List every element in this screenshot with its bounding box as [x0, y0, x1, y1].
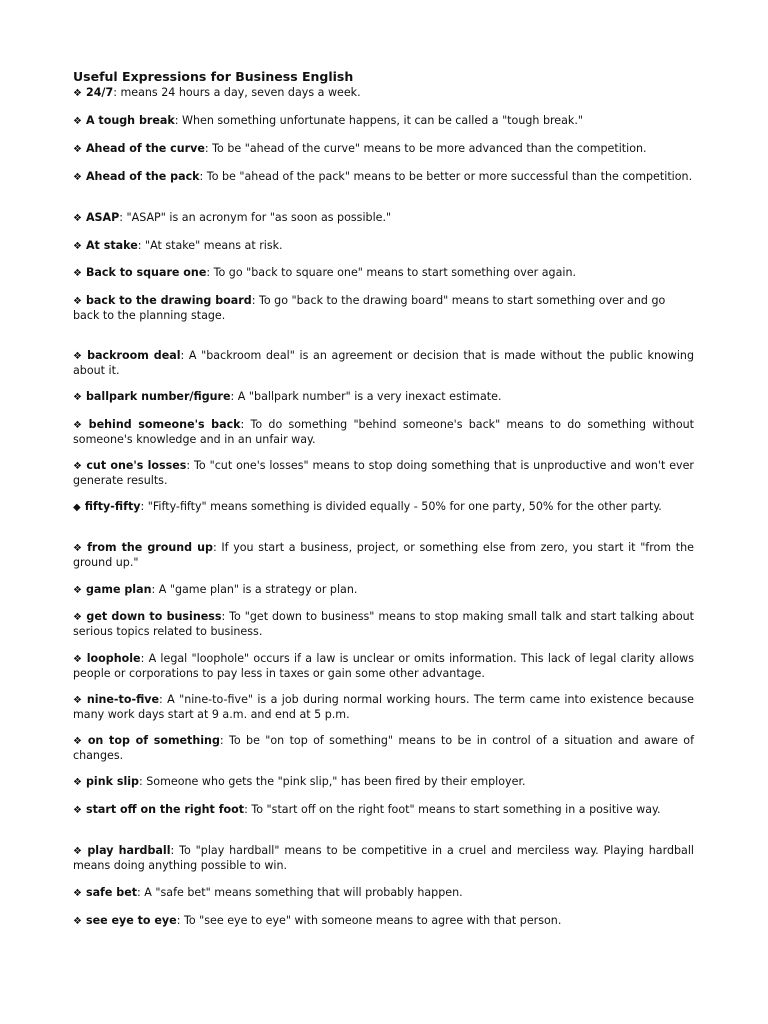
entry-definition: : A "safe bet" means something that will probably happen. — [137, 886, 463, 899]
entry-back-to-the-drawing-board — [73, 294, 694, 323]
entry-term: get down to business — [86, 610, 222, 623]
entry-term: pink slip — [85, 775, 139, 788]
entry-nine-to-five — [73, 693, 694, 722]
bullet-icon: ❖ — [73, 888, 82, 899]
bullet-icon: ❖ — [73, 268, 82, 279]
entry-backroom-deal — [73, 349, 694, 378]
entry-term: play hardball — [87, 844, 171, 857]
entry-ahead-of-the-curve — [73, 142, 694, 157]
entry-loophole — [73, 652, 694, 681]
entry-24-7 — [73, 86, 694, 101]
entry-term: Ahead of the curve — [85, 142, 205, 155]
entry-term: A tough break — [85, 114, 175, 127]
entry-definition: : To "play hardball" means to be competitive in a cruel and merciless way. Playing hardball means doing anything possible to win. — [73, 844, 695, 872]
entry-ahead-of-the-pack — [73, 170, 694, 185]
entry-behind-someones-back — [73, 418, 694, 447]
bullet-icon: ❖ — [73, 392, 82, 403]
entry-term: Back to square one — [85, 266, 207, 279]
bullet-icon: ◆ — [73, 502, 81, 513]
entry-definition: : means 24 hours a day, seven days a week. — [113, 86, 361, 99]
bullet-icon: ❖ — [73, 543, 84, 554]
entry-definition: : To be "ahead of the curve" means to be more advanced than the competition. — [204, 142, 647, 155]
bullet-icon: ❖ — [73, 351, 84, 362]
entry-definition: : "ASAP" is an acronym for "as soon as possible." — [119, 211, 392, 224]
entry-at-stake — [73, 239, 694, 254]
entry-term: Ahead of the pack — [85, 170, 200, 183]
bullet-icon: ❖ — [73, 612, 83, 623]
entry-term: safe bet — [85, 886, 138, 899]
entry-definition: : A "game plan" is a strategy or plan. — [151, 583, 358, 596]
bullet-icon: ❖ — [73, 172, 82, 183]
entry-definition: : To be "ahead of the pack" means to be better or more successful than the competition. — [199, 170, 693, 183]
entry-term: game plan — [85, 583, 152, 596]
entry-definition: : Someone who gets the "pink slip," has been fired by their employer. — [139, 775, 526, 788]
bullet-icon: ❖ — [73, 88, 82, 99]
entry-game-plan — [73, 583, 694, 598]
bullet-icon: ❖ — [73, 654, 83, 665]
entry-fifty-fifty — [73, 500, 694, 515]
bullet-icon: ❖ — [73, 213, 82, 224]
entry-definition: : To go "back to square one" means to start something over again. — [206, 266, 577, 279]
entry-term: At stake — [85, 239, 138, 252]
entry-term: nine-to-five — [86, 693, 160, 706]
bullet-icon: ❖ — [73, 777, 82, 788]
bullet-icon: ❖ — [73, 420, 85, 431]
bullet-icon: ❖ — [73, 144, 82, 155]
entry-term: start off on the right foot — [85, 803, 245, 816]
entry-definition: : "At stake" means at risk. — [137, 239, 283, 252]
bullet-icon: ❖ — [73, 846, 84, 857]
entry-definition: : A legal "loophole" occurs if a law is unclear or omits information. This lack of legal clarity allows people or corporations to pay less in taxes or gain some other advantage. — [73, 652, 694, 680]
bullet-icon: ❖ — [73, 805, 82, 816]
entry-cut-ones-losses — [73, 459, 694, 488]
entry-asap — [73, 211, 694, 226]
entry-definition: : A "backroom deal" is an agreement or decision that is made without the public knowing about it. — [73, 349, 694, 377]
entry-term: back to the drawing board — [85, 294, 252, 307]
entry-definition: : When something unfortunate happens, it can be called a "tough break." — [174, 114, 583, 127]
entry-definition: : A "ballpark number" is a very inexact estimate. — [230, 390, 502, 403]
bullet-icon: ❖ — [73, 916, 82, 927]
entry-term: ASAP — [85, 211, 120, 224]
document-title: Useful Expressions for Business English — [73, 69, 354, 84]
entry-ballpark-number — [73, 390, 694, 405]
entry-safe-bet — [73, 886, 694, 901]
entry-term: ballpark number/figure — [85, 390, 231, 403]
entry-a-tough-break — [73, 114, 694, 129]
entry-term: cut one's losses — [86, 459, 187, 472]
bullet-icon: ❖ — [73, 116, 82, 127]
bullet-icon: ❖ — [73, 241, 82, 252]
entry-term: from the ground up — [87, 541, 213, 554]
entry-term: loophole — [86, 652, 141, 665]
entry-definition: : To "start off on the right foot" means to start something in a positive way. — [244, 803, 661, 816]
entry-definition: : To do something "behind someone's back" means to do something without someone's knowledge and in an unfair way. — [73, 418, 694, 446]
entry-pink-slip — [73, 775, 694, 790]
entry-definition: : To go "back to the drawing board" means to start something over and go — [251, 294, 666, 307]
bullet-icon: ❖ — [73, 695, 83, 706]
entry-term: backroom deal — [87, 349, 181, 362]
entry-definition: : To "see eye to eye" with someone means to agree with that person. — [176, 914, 562, 927]
entry-definition: : A "nine-to-five" is a job during normal working hours. The term came into existence because many work days start at 9 a.m. and end at 5 p.m. — [73, 693, 694, 721]
entry-term: fifty-fifty — [84, 500, 141, 513]
entry-term: see eye to eye — [85, 914, 177, 927]
entry-term: on top of something — [87, 734, 220, 747]
entry-definition-continuation: back to the planning stage. — [73, 309, 226, 322]
entry-definition: : To be "on top of something" means to be in control of a situation and aware of changes. — [73, 734, 694, 762]
entry-definition: : If you start a business, project, or something else from zero, you start it "from the ground up." — [73, 541, 694, 569]
entry-from-the-ground-up — [73, 541, 694, 570]
entry-term: 24/7 — [85, 86, 114, 99]
bullet-icon: ❖ — [73, 461, 83, 472]
bullet-icon: ❖ — [73, 296, 82, 307]
bullet-icon: ❖ — [73, 585, 82, 596]
entry-term: behind someone's back — [88, 418, 241, 431]
entry-get-down-to-business — [73, 610, 694, 639]
entry-back-to-square-one — [73, 266, 694, 281]
bullet-icon: ❖ — [73, 736, 84, 747]
entry-definition: : "Fifty-fifty" means something is divided equally - 50% for one party, 50% for the other party. — [140, 500, 662, 513]
entry-start-off-on-the-right-foot — [73, 803, 694, 818]
entry-definition: : To "cut one's losses" means to stop doing something that is unproductive and won't ever generate results. — [73, 459, 694, 487]
entry-see-eye-to-eye — [73, 914, 694, 929]
entry-on-top-of-something — [73, 734, 694, 763]
entry-play-hardball — [73, 844, 694, 873]
entry-definition: : To "get down to business" means to stop making small talk and start talking about serious topics related to business. — [73, 610, 694, 638]
